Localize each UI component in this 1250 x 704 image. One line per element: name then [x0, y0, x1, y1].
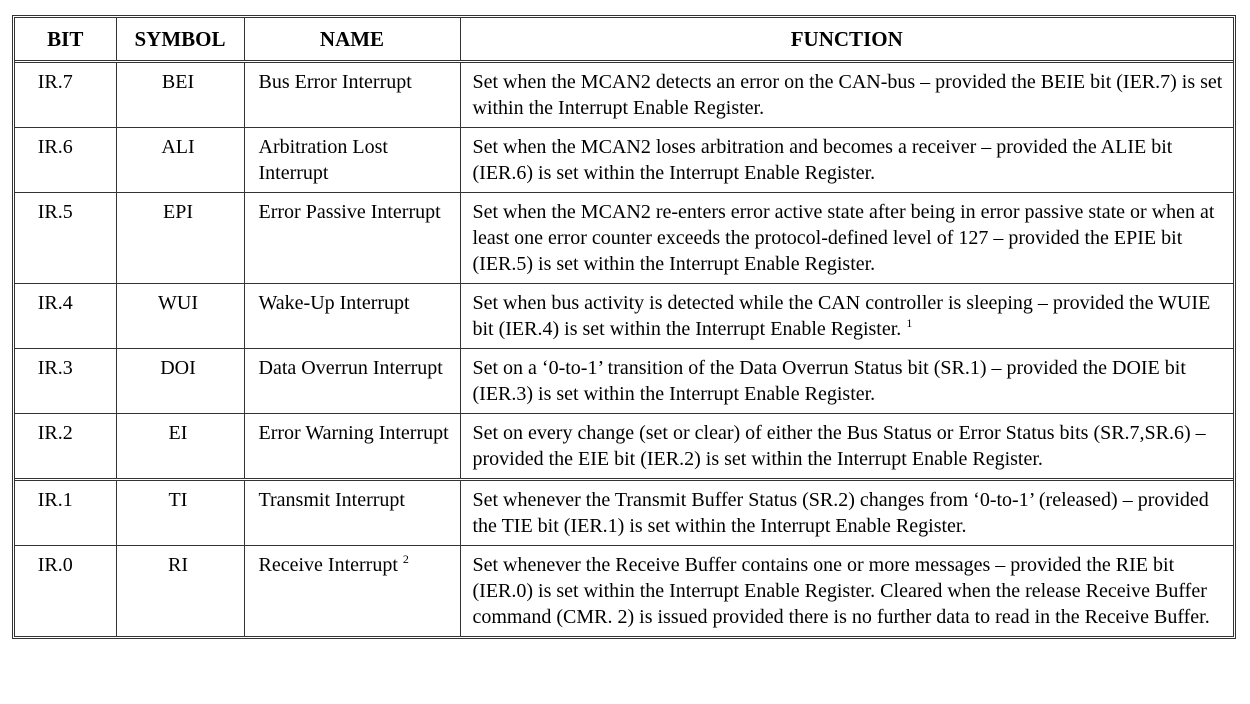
name-text: Arbitration Lost Interrupt — [258, 136, 388, 184]
function-text: Set whenever the Transmit Buffer Status (SR.2) changes from ‘0-to-1’ (released) – provided the TIE bit (IER.1) is set within the Interrupt Enable Register. — [472, 489, 1209, 537]
header-name: NAME — [244, 18, 460, 62]
bit-cell: IR.5 — [15, 193, 116, 284]
footnote-marker: 1 — [906, 316, 913, 330]
function-cell — [460, 284, 1233, 349]
symbol-cell: EPI — [116, 193, 244, 284]
header-row — [15, 18, 1233, 62]
table-row — [15, 284, 1233, 349]
table-row — [15, 62, 1233, 128]
table-row — [15, 546, 1233, 637]
name-cell — [244, 414, 460, 480]
bit-cell: IR.4 — [15, 284, 116, 349]
name-cell — [244, 284, 460, 349]
function-cell — [460, 128, 1233, 193]
name-text: Error Passive Interrupt — [258, 201, 441, 223]
function-text: Set when the MCAN2 detects an error on the CAN-bus – provided the BEIE bit (IER.7) is set within the Interrupt Enable Register. — [472, 71, 1223, 119]
symbol-cell: TI — [116, 480, 244, 546]
symbol-cell: EI — [116, 414, 244, 480]
name-cell — [244, 128, 460, 193]
name-cell — [244, 193, 460, 284]
footnote-marker: 2 — [402, 552, 409, 566]
bit-cell: IR.0 — [15, 546, 116, 637]
name-cell — [244, 480, 460, 546]
table-row — [15, 128, 1233, 193]
interrupt-register-table-frame — [12, 15, 1236, 639]
function-cell — [460, 480, 1233, 546]
function-text: Set when the MCAN2 re-enters error active state after being in error passive state or when at least one error counter exceeds the protocol-defined level of 127 – provided the EPIE bit (IER.5) is set within the Interrupt Enable Register. — [472, 201, 1215, 275]
table-row — [15, 414, 1233, 480]
bit-cell: IR.1 — [15, 480, 116, 546]
name-text: Transmit Interrupt — [258, 489, 405, 511]
function-text: Set when the MCAN2 loses arbitration and becomes a receiver – provided the ALIE bit (IER.6) is set within the Interrupt Enable Register. — [472, 136, 1173, 184]
function-text: Set on every change (set or clear) of either the Bus Status or Error Status bits (SR.7,SR.6) – provided the EIE bit (IER.2) is set within the Interrupt Enable Register. — [472, 422, 1206, 470]
name-cell — [244, 546, 460, 637]
symbol-cell: DOI — [116, 349, 244, 414]
name-text: Data Overrun Interrupt — [258, 357, 443, 379]
name-text: Receive Interrupt — [258, 554, 398, 576]
bit-cell: IR.6 — [15, 128, 116, 193]
symbol-cell: RI — [116, 546, 244, 637]
bit-cell: IR.3 — [15, 349, 116, 414]
name-text: Wake-Up Interrupt — [258, 292, 410, 314]
table-row — [15, 349, 1233, 414]
name-cell — [244, 349, 460, 414]
function-text: Set whenever the Receive Buffer contains one or more messages – provided the RIE bit (IER.0) is set within the Interrupt Enable Register. Cleared when the release Receive Buffer command (CMR. 2) is issued provided there is no further data to read in the Receive Buffer. — [472, 554, 1210, 628]
function-cell — [460, 414, 1233, 480]
name-text: Bus Error Interrupt — [258, 71, 412, 93]
function-cell — [460, 62, 1233, 128]
function-cell — [460, 193, 1233, 284]
table-row — [15, 193, 1233, 284]
bit-cell: IR.7 — [15, 62, 116, 128]
header-function: FUNCTION — [460, 18, 1233, 62]
symbol-cell: WUI — [116, 284, 244, 349]
function-text: Set when bus activity is detected while the CAN controller is sleeping – provided the WUIE bit (IER.4) is set within the Interrupt Enable Register. — [472, 292, 1211, 340]
function-text: Set on a ‘0-to-1’ transition of the Data Overrun Status bit (SR.1) – provided the DOIE bit (IER.3) is set within the Interrupt Enable Register. — [472, 357, 1186, 405]
header-symbol: SYMBOL — [116, 18, 244, 62]
function-cell — [460, 349, 1233, 414]
symbol-cell: BEI — [116, 62, 244, 128]
bit-cell: IR.2 — [15, 414, 116, 480]
name-cell — [244, 62, 460, 128]
header-bit: BIT — [15, 18, 116, 62]
table-row — [15, 480, 1233, 546]
name-text: Error Warning Interrupt — [258, 422, 449, 444]
symbol-cell: ALI — [116, 128, 244, 193]
function-cell — [460, 546, 1233, 637]
interrupt-register-table — [15, 18, 1233, 636]
